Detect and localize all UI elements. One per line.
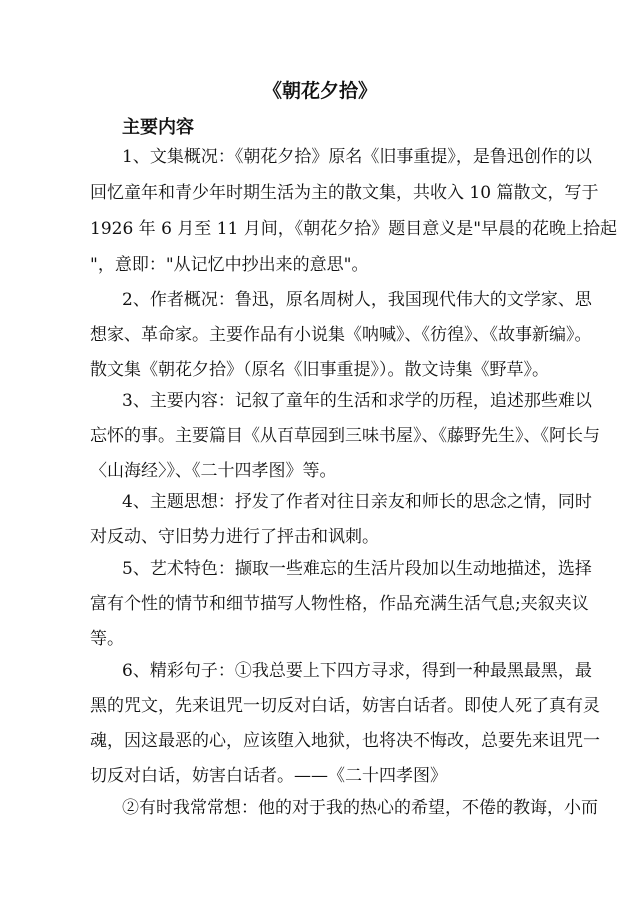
paragraph-line: 散文集《朝花夕拾》（原名《旧事重提》）。散文诗集《野草》。 [90,360,549,380]
paragraph-line: 魂，因这最恶的心，应该堕入地狱，也将决不悔改，总要先来诅咒一 [90,731,600,751]
paragraph-line: 2、作者概况：鲁迅，原名周树人，我国现代伟大的文学家、思 [122,290,592,310]
paragraph-line: 1926 年 6 月至 11 月间，《朝花夕拾》题目意义是"早晨的花晚上拾起 [90,219,618,239]
paragraph-line: ②有时我常常想：他的对于我的热心的希望，不倦的教诲，小而 [122,798,598,818]
paragraph-line: 5、艺术特色：撷取一些难忘的生活片段加以生动地描述，选择 [122,559,592,579]
paragraph-line: 想家、革命家。主要作品有小说集《呐喊》、《彷徨》、《故事新编》。 [90,325,592,345]
section-heading: 主要内容 [122,117,194,138]
paragraph-line: 黑的咒文，先来诅咒一切反对白话，妨害白话者。即使人死了真有灵 [90,696,600,716]
paragraph-line: 富有个性的情节和细节描写人物性格，作品充满生活气息;夹叙夹议 [90,594,589,614]
paragraph-line: 回忆童年和青少年时期生活为主的散文集，共收入 10 篇散文，写于 [90,183,599,203]
paragraph-line: "，意即："从记忆中抄出来的意思"。 [90,255,369,275]
paragraph-line: 切反对白话，妨害白话者。——《二十四孝图》 [90,766,447,786]
paragraph-line: 对反动、守旧势力进行了抨击和讽刺。 [90,527,379,547]
paragraph-line: 〈山海经〉》、《二十四孝图》等。 [90,461,337,481]
paragraph-line: 1、文集概况：《朝花夕拾》原名《旧事重提》，是鲁迅创作的以 [122,147,592,167]
paragraph-line: 忘怀的事。主要篇目《从百草园到三味书屋》、《藤野先生》、《阿长与 [90,426,600,446]
paragraph-line: 6、精彩句子：①我总要上下四方寻求，得到一种最黑最黑，最 [122,661,592,681]
document-title: 《朝花夕拾》 [262,80,377,102]
paragraph-line: 4、主题思想：抒发了作者对往日亲友和师长的思念之情，同时 [122,492,592,512]
paragraph-line: 3、主要内容：记叙了童年的生活和求学的历程，追述那些难以 [122,391,592,411]
paragraph-line: 等。 [90,629,124,649]
